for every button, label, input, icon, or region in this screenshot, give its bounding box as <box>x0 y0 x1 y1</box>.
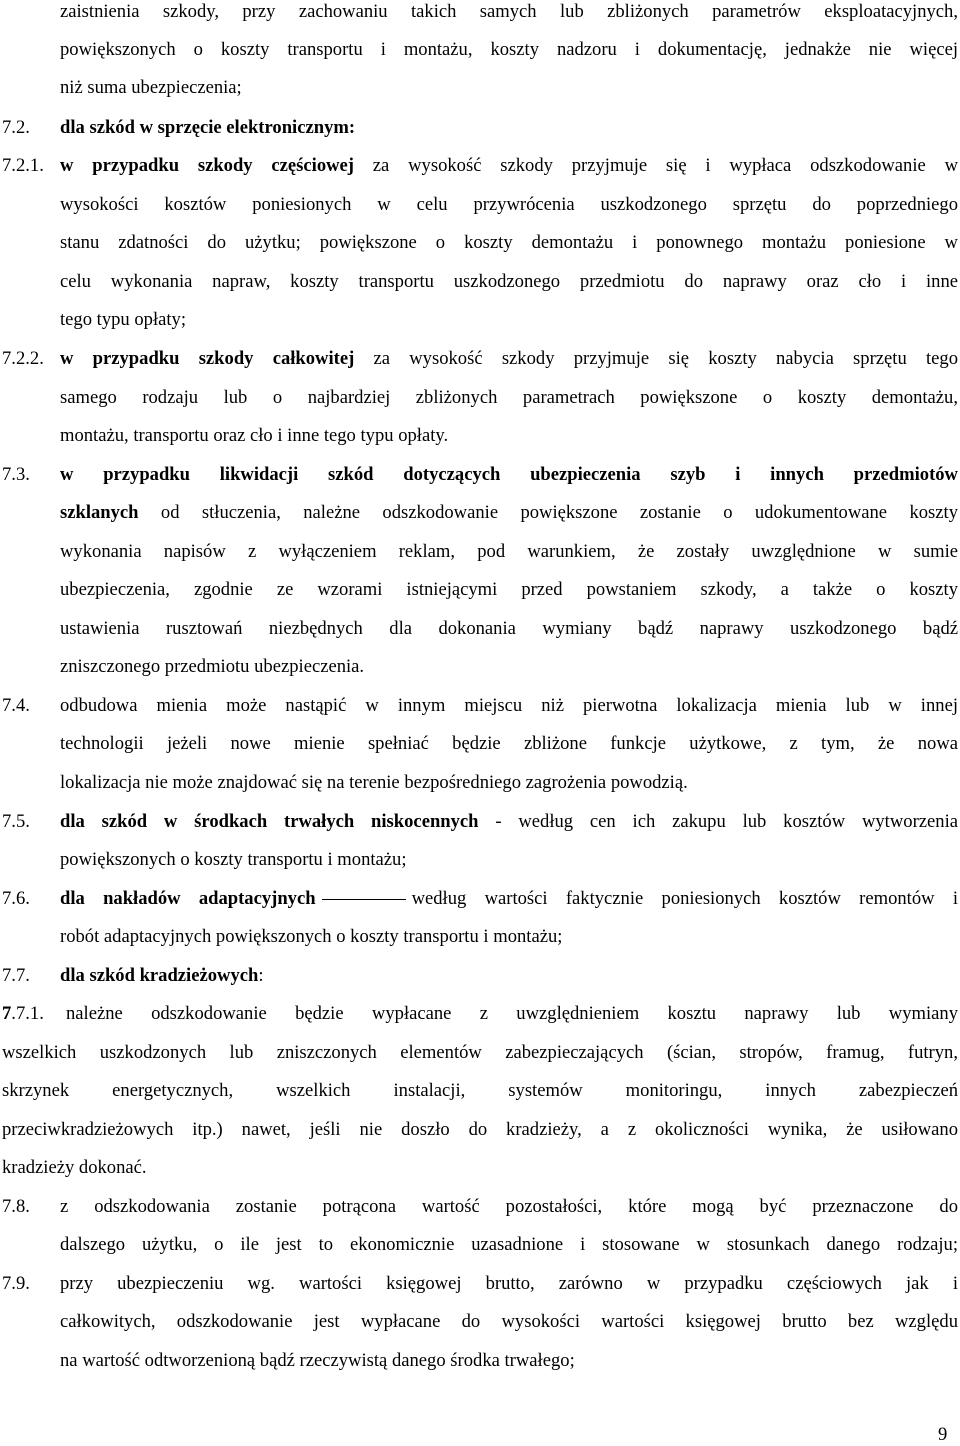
section-7-8 <box>0 1194 960 1220</box>
text-run: za wysokość szkody przyjmuje się koszty nabycia sprzętu tego <box>354 348 958 369</box>
paragraph-text: wysokości kosztów poniesionych w celu przywrócenia uszkodzonego sprzętu do poprzedniego <box>60 194 958 215</box>
paragraph-text: ustawienia rusztowań niezbędnych dla dokonania wymiany bądź naprawy uszkodzonego bądź <box>60 618 958 639</box>
paragraph-text: należne odszkodowanie będzie wypłacane z uwzględnieniem kosztu naprawy lub wymiany <box>66 1003 958 1024</box>
text-run: : <box>258 965 264 986</box>
text-line <box>0 500 960 526</box>
paragraph-text: powiększonych o koszty transportu i montażu; <box>60 849 407 870</box>
text-line <box>0 1078 960 1104</box>
text-line <box>0 577 960 603</box>
text-line <box>0 37 960 63</box>
section-7-7 <box>0 963 960 989</box>
text-line <box>0 269 960 295</box>
paragraph-text: montażu, transportu oraz cło i inne tego typu opłaty. <box>60 425 449 446</box>
text-line <box>0 1117 960 1143</box>
paragraph-text: tego typu opłaty; <box>60 309 187 330</box>
text-run: - według cen ich zakupu lub kosztów wytworzenia <box>478 811 958 832</box>
bold-phrase: szklanych <box>60 502 139 523</box>
paragraph-text: lokalizacja nie może znajdować się na terenie bezpośredniego zagrożenia powodzią. <box>60 772 688 793</box>
text-line <box>0 423 960 449</box>
page-number: 9 <box>938 1424 948 1445</box>
section-number-rest: .7.1. <box>11 1003 44 1024</box>
bold-phrase: dla nakładów adaptacyjnych <box>60 888 316 909</box>
text-run: według wartości faktycznie poniesionych kosztów remontów i <box>411 888 958 909</box>
section-number: 7.2.2. <box>2 348 44 369</box>
paragraph-text: powiększonych o koszty transportu i montażu, koszty nadzoru i dokumentację, jednakże nie więcej <box>60 39 958 60</box>
paragraph-text <box>60 462 958 488</box>
text-line <box>0 847 960 873</box>
text-run: za wysokość szkody przyjmuje się i wypłaca odszkodowanie w <box>354 155 958 176</box>
paragraph-text: przy ubezpieczeniu wg. wartości księgowej brutto, zarówno w przypadku częściowych jak i <box>60 1273 958 1294</box>
text-line <box>0 385 960 411</box>
paragraph-text: zaistnienia szkody, przy zachowaniu takich samych lub zbliżonych parametrów eksploatacyjnych, <box>60 1 958 22</box>
paragraph-text: kradzieży dokonać. <box>2 1157 147 1178</box>
section-number: 7.9. <box>2 1273 30 1294</box>
text-line <box>0 924 960 950</box>
paragraph-text: dalszego użytku, o ile jest to ekonomicznie uzasadnione i stosowane w stosunkach danego rodzaju; <box>60 1234 958 1255</box>
section-number <box>2 1001 44 1027</box>
text-line <box>0 230 960 256</box>
text-line <box>0 1155 960 1181</box>
em-dash-rule <box>322 899 406 900</box>
paragraph-text: celu wykonania napraw, koszty transportu uszkodzonego przedmiotu do naprawy oraz cło i inne <box>60 271 958 292</box>
text-line <box>0 616 960 642</box>
paragraph-text <box>60 886 958 912</box>
paragraph-text <box>60 963 958 989</box>
paragraph-text <box>60 153 958 179</box>
paragraph-text: samego rodzaju lub o najbardziej zbliżonych parametrach powiększone o koszty demontażu, <box>60 387 958 408</box>
section-7-9 <box>0 1271 960 1297</box>
section-number: 7.5. <box>2 811 30 832</box>
text-line <box>0 307 960 333</box>
section-number: 7.2. <box>2 117 30 138</box>
bold-phrase: dla szkód w środkach trwałych niskocennych <box>60 811 479 832</box>
section-7-2-2 <box>0 346 960 372</box>
paragraph-text <box>60 809 958 835</box>
text-line <box>0 539 960 565</box>
paragraph-text: skrzynek energetycznych, wszelkich instalacji, systemów monitoringu, innych zabezpieczeń <box>2 1080 958 1101</box>
paragraph-text <box>60 500 958 526</box>
bold-phrase: dla szkód kradzieżowych <box>60 965 259 986</box>
section-heading <box>60 115 958 141</box>
section-number: 7.6. <box>2 888 30 909</box>
text-line <box>0 1040 960 1066</box>
bold-heading: dla szkód w sprzęcie elektronicznym: <box>60 117 356 138</box>
section-number-bold: 7 <box>2 1003 12 1024</box>
paragraph-text: technologii jeżeli nowe mienie spełniać będzie zbliżone funkcje użytkowe, z tym, że nowa <box>60 733 958 754</box>
paragraph-text: na wartość odtworzenioną bądź rzeczywistą danego środka trwałego; <box>60 1350 575 1371</box>
paragraph-text: wykonania napisów z wyłączeniem reklam, pod warunkiem, że zostały uwzględnione w sumie <box>60 541 958 562</box>
paragraph-text: ubezpieczenia, zgodnie ze wzorami istniejącymi przed powstaniem szkody, a także o koszty <box>60 579 958 600</box>
paragraph-text: przeciwkradzieżowych itp.) nawet, jeśli nie doszło do kradzieży, a z okoliczności wynika, że usiłowano <box>2 1119 958 1140</box>
paragraph-text: robót adaptacyjnych powiększonych o koszty transportu i montażu; <box>60 926 563 947</box>
text-line <box>0 75 960 101</box>
section-number: 7.2.1. <box>2 155 44 176</box>
bold-phrase: w przypadku szkody całkowitej <box>60 348 355 369</box>
paragraph-text: zniszczonego przedmiotu ubezpieczenia. <box>60 656 365 677</box>
section-7-6 <box>0 886 960 912</box>
paragraph-text: stanu zdatności do użytku; powiększone o koszty demontażu i ponownego montażu poniesione w <box>60 232 958 253</box>
text-line <box>0 1309 960 1335</box>
text-line <box>0 0 960 25</box>
section-number: 7.8. <box>2 1196 30 1217</box>
paragraph-text: niż suma ubezpieczenia; <box>60 77 242 98</box>
section-7-5 <box>0 809 960 835</box>
section-number: 7.4. <box>2 695 30 716</box>
text-line <box>0 1348 960 1374</box>
paragraph-text: całkowitych, odszkodowanie jest wypłacane do wysokości wartości księgowej brutto bez względu <box>60 1311 958 1332</box>
section-7-3 <box>0 462 960 488</box>
section-7-2 <box>0 115 960 141</box>
text-line <box>0 1232 960 1258</box>
section-number: 7.7. <box>2 965 30 986</box>
paragraph-text <box>60 346 958 372</box>
text-line <box>0 654 960 680</box>
section-7-2-1 <box>0 153 960 179</box>
text-line <box>0 770 960 796</box>
bold-phrase: w przypadku likwidacji szkód dotyczących ubezpieczenia szyb i innych przedmiotów <box>60 464 958 485</box>
paragraph-text: z odszkodowania zostanie potrącona wartość pozostałości, które mogą być przeznaczone do <box>60 1196 958 1217</box>
section-7-7-1 <box>0 1001 960 1027</box>
paragraph-text: wszelkich uszkodzonych lub zniszczonych elementów zabezpieczających (ścian, stropów, framug, futryn, <box>2 1042 958 1063</box>
bold-phrase: w przypadku szkody częściowej <box>60 155 354 176</box>
section-7-4 <box>0 693 960 719</box>
paragraph-text: odbudowa mienia może nastąpić w innym miejscu niż pierwotna lokalizacja mienia lub w innej <box>60 695 958 716</box>
section-number: 7.3. <box>2 464 30 485</box>
text-line <box>0 192 960 218</box>
text-line <box>0 731 960 757</box>
text-run: od stłuczenia, należne odszkodowanie powiększone zostanie o udokumentowane koszty <box>138 502 958 523</box>
